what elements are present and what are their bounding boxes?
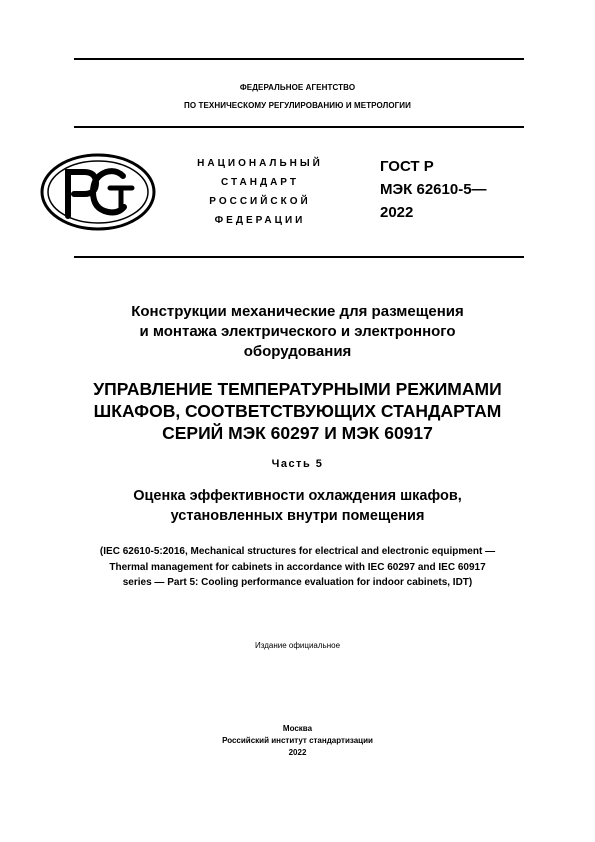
part-title-line: установленных внутри помещения bbox=[170, 508, 425, 524]
agency-line-2: ПО ТЕХНИЧЕСКОМУ РЕГУЛИРОВАНИЮ И МЕТРОЛОГИИ bbox=[183, 101, 412, 110]
standard-type-line: РОССИЙСКОЙ bbox=[209, 196, 311, 207]
standard-type-line: СТАНДАРТ bbox=[221, 177, 299, 188]
general-title bbox=[40, 302, 555, 362]
top-rule bbox=[74, 58, 524, 60]
general-title-line: оборудования bbox=[243, 343, 352, 360]
standard-type-line: НАЦИОНАЛЬНЫЙ bbox=[197, 158, 323, 169]
imprint-publisher: Российский институт стандартизации bbox=[222, 736, 373, 745]
designation-line: 2022 bbox=[380, 204, 414, 221]
iec-reference-line: (IEC 62610-5:2016, Mechanical structures for electrical and electronic equipment — bbox=[99, 546, 496, 557]
imprint bbox=[40, 723, 555, 759]
designation-line: МЭК 62610-5— bbox=[380, 181, 487, 198]
standard-type bbox=[190, 154, 330, 230]
main-title-line: УПРАВЛЕНИЕ ТЕМПЕРАТУРНЫМИ РЕЖИМАМИ bbox=[93, 379, 502, 399]
imprint-city: Москва bbox=[282, 724, 313, 733]
main-title-line: СЕРИЙ МЭК 60297 И МЭК 60917 bbox=[162, 423, 433, 443]
main-title-line: ШКАФОВ, СООТВЕТСТВУЮЩИХ СТАНДАРТАМ bbox=[93, 401, 502, 421]
main-title bbox=[40, 378, 555, 444]
rst-logo-icon bbox=[38, 152, 158, 232]
general-title-line: и монтажа электрического и электронного bbox=[139, 323, 456, 340]
designation-rule bbox=[74, 256, 524, 258]
standard-designation bbox=[380, 155, 487, 224]
designation-line: ГОСТ Р bbox=[380, 158, 434, 175]
edition-note: Издание официальное bbox=[254, 641, 341, 650]
part-title-line: Оценка эффективности охлаждения шкафов, bbox=[133, 488, 462, 504]
standard-type-line: ФЕДЕРАЦИИ bbox=[214, 215, 306, 226]
iec-reference-line: Thermal management for cabinets in accordance with IEC 60297 and IEC 60917 bbox=[109, 561, 486, 573]
iec-reference-line: series — Part 5: Cooling performance evaluation for indoor cabinets, IDT) bbox=[122, 577, 473, 588]
imprint-year: 2022 bbox=[288, 748, 307, 757]
part-number: Часть 5 bbox=[271, 458, 324, 470]
part-title bbox=[40, 486, 555, 526]
header-rule bbox=[74, 126, 524, 128]
agency-line-1: ФЕДЕРАЛЬНОЕ АГЕНТСТВО bbox=[239, 83, 356, 92]
general-title-line: Конструкции механические для размещения bbox=[131, 303, 464, 320]
iec-reference bbox=[30, 544, 565, 591]
